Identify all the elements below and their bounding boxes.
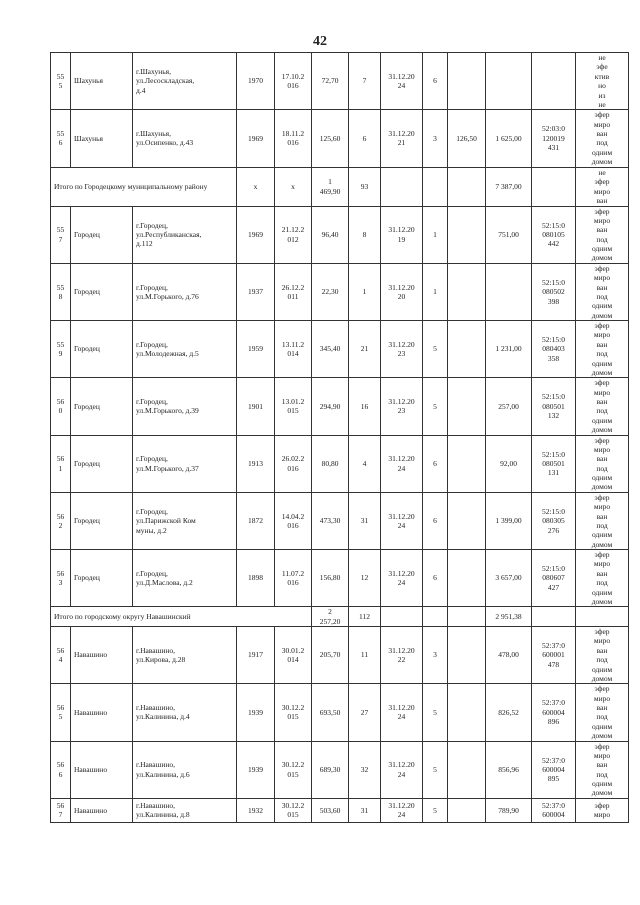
- note-cell: эфер миро ван под одним домом: [576, 684, 629, 741]
- area-cell: 156,80: [312, 550, 349, 607]
- table-row: [51, 550, 629, 607]
- table-row: [51, 627, 629, 684]
- sum-a-cell: [448, 550, 486, 607]
- year-cell: 1970: [237, 53, 275, 110]
- row-number: 56 1: [51, 435, 71, 492]
- residents-cell: 1: [349, 263, 381, 320]
- date-cell: 17.10.2 016: [275, 53, 312, 110]
- year-cell: 1939: [237, 684, 275, 741]
- deadline-cell: 31.12.20 24: [381, 684, 423, 741]
- empty-cell: [448, 167, 486, 206]
- code-cell: 6: [423, 435, 448, 492]
- cadastral-cell: 52:15:0 080501 132: [532, 378, 576, 435]
- year-cell: 1917: [237, 627, 275, 684]
- address-cell: г.Навашино, ул.Калинина, д.4: [133, 684, 237, 741]
- area-cell: 294,90: [312, 378, 349, 435]
- row-number: 56 6: [51, 741, 71, 798]
- row-number: 55 8: [51, 263, 71, 320]
- locality-cell: Городец: [71, 321, 133, 378]
- locality-cell: Городец: [71, 206, 133, 263]
- date-cell: 30.12.2 015: [275, 741, 312, 798]
- cadastral-cell: 52:15:0 080502 398: [532, 263, 576, 320]
- code-cell: 5: [423, 741, 448, 798]
- note-cell: эфер миро ван под одним домом: [576, 263, 629, 320]
- address-cell: г.Городец, ул.М.Горького, д.37: [133, 435, 237, 492]
- area-cell: 72,70: [312, 53, 349, 110]
- row-number: 56 2: [51, 492, 71, 549]
- address-cell: г.Городец, ул.Парижской Ком муны, д.2: [133, 492, 237, 549]
- deadline-cell: 31.12.20 24: [381, 53, 423, 110]
- row-number: 56 4: [51, 627, 71, 684]
- deadline-cell: 31.12.20 20: [381, 263, 423, 320]
- date-cell: 13.01.2 015: [275, 378, 312, 435]
- residents-cell: 12: [349, 550, 381, 607]
- empty-cell: [532, 607, 576, 627]
- total-sum-cell: 7 387,00: [486, 167, 532, 206]
- residents-cell: 7: [349, 53, 381, 110]
- row-number: 55 7: [51, 206, 71, 263]
- cadastral-cell: 52:15:0 080501 131: [532, 435, 576, 492]
- note-cell: эфер миро ван под одним домом: [576, 550, 629, 607]
- address-cell: г.Городец, ул.М.Горького, д.39: [133, 378, 237, 435]
- code-cell: 5: [423, 321, 448, 378]
- code-cell: 1: [423, 206, 448, 263]
- locality-cell: Городец: [71, 263, 133, 320]
- sum-b-cell: [486, 53, 532, 110]
- code-cell: 1: [423, 263, 448, 320]
- sum-b-cell: 92,00: [486, 435, 532, 492]
- date-cell: 26.12.2 011: [275, 263, 312, 320]
- deadline-cell: 31.12.20 24: [381, 435, 423, 492]
- sum-b-cell: 856,96: [486, 741, 532, 798]
- cadastral-cell: [532, 53, 576, 110]
- date-cell: 26.02.2 016: [275, 435, 312, 492]
- year-cell: 1959: [237, 321, 275, 378]
- area-cell: 689,30: [312, 741, 349, 798]
- note-cell: эфер миро ван под одним домом: [576, 492, 629, 549]
- address-cell: г.Городец, ул.Республиканская, д.112: [133, 206, 237, 263]
- year-cell: 1939: [237, 741, 275, 798]
- row-number: 56 7: [51, 798, 71, 822]
- total-row: [51, 607, 629, 627]
- row-number: 55 6: [51, 110, 71, 167]
- sum-a-cell: 126,50: [448, 110, 486, 167]
- locality-cell: Городец: [71, 378, 133, 435]
- deadline-cell: 31.12.20 23: [381, 321, 423, 378]
- locality-cell: Городец: [71, 435, 133, 492]
- locality-cell: Городец: [71, 492, 133, 549]
- sum-a-cell: [448, 263, 486, 320]
- address-cell: г.Шахунья, ул.Лесоскладская, д.4: [133, 53, 237, 110]
- total-label: Итого по городскому округу Навашинский: [51, 607, 312, 627]
- cadastral-cell: 52:15:0 080403 358: [532, 321, 576, 378]
- sum-a-cell: [448, 435, 486, 492]
- sum-b-cell: 789,90: [486, 798, 532, 822]
- note-cell: эфер миро ван под одним домом: [576, 627, 629, 684]
- year-cell: 1937: [237, 263, 275, 320]
- address-cell: г.Городец, ул.Д.Маслова, д.2: [133, 550, 237, 607]
- page-number: 42: [313, 34, 327, 49]
- date-cell: 14.04.2 016: [275, 492, 312, 549]
- locality-cell: Навашино: [71, 627, 133, 684]
- address-cell: г.Навашино, ул.Кирова, д.28: [133, 627, 237, 684]
- note-cell: эфер миро: [576, 798, 629, 822]
- date-cell: 30.12.2 015: [275, 798, 312, 822]
- total-sum-cell: 2 951,38: [486, 607, 532, 627]
- area-cell: 473,30: [312, 492, 349, 549]
- sum-b-cell: 478,00: [486, 627, 532, 684]
- note-cell: эфер миро ван под одним домом: [576, 321, 629, 378]
- total-note-cell: [576, 607, 629, 627]
- table-row: [51, 798, 629, 822]
- deadline-cell: 31.12.20 24: [381, 492, 423, 549]
- empty-cell: [423, 607, 448, 627]
- residents-cell: 31: [349, 492, 381, 549]
- code-cell: 6: [423, 492, 448, 549]
- area-cell: 345,40: [312, 321, 349, 378]
- total-x-cell: х: [275, 167, 312, 206]
- residents-cell: 16: [349, 378, 381, 435]
- area-cell: 80,80: [312, 435, 349, 492]
- total-area-cell: 1 469,90: [312, 167, 349, 206]
- row-number: 56 0: [51, 378, 71, 435]
- date-cell: 11.07.2 016: [275, 550, 312, 607]
- sum-a-cell: [448, 684, 486, 741]
- code-cell: 6: [423, 53, 448, 110]
- note-cell: не эфе ктив но из не: [576, 53, 629, 110]
- residents-cell: 32: [349, 741, 381, 798]
- deadline-cell: 31.12.20 24: [381, 798, 423, 822]
- note-cell: эфер миро ван под одним домом: [576, 110, 629, 167]
- sum-a-cell: [448, 492, 486, 549]
- deadline-cell: 31.12.20 24: [381, 741, 423, 798]
- locality-cell: Навашино: [71, 798, 133, 822]
- locality-cell: Шахунья: [71, 110, 133, 167]
- note-cell: эфер миро ван под одним домом: [576, 206, 629, 263]
- sum-a-cell: [448, 798, 486, 822]
- cadastral-cell: 52:15:0 080607 427: [532, 550, 576, 607]
- table-row: [51, 492, 629, 549]
- area-cell: 503,60: [312, 798, 349, 822]
- row-number: 56 3: [51, 550, 71, 607]
- total-residents-cell: 112: [349, 607, 381, 627]
- code-cell: 6: [423, 550, 448, 607]
- housing-register-table: [50, 52, 629, 823]
- table-row: [51, 110, 629, 167]
- cadastral-cell: 52:37:0 600004: [532, 798, 576, 822]
- total-note-cell: не эфер миро ван: [576, 167, 629, 206]
- locality-cell: Шахунья: [71, 53, 133, 110]
- sum-a-cell: [448, 627, 486, 684]
- date-cell: 21.12.2 012: [275, 206, 312, 263]
- area-cell: 125,60: [312, 110, 349, 167]
- table-row: [51, 684, 629, 741]
- row-number: 56 5: [51, 684, 71, 741]
- sum-a-cell: [448, 378, 486, 435]
- address-cell: г.Навашино, ул.Калинина, д.8: [133, 798, 237, 822]
- address-cell: г.Городец, ул.Молодежная, д.5: [133, 321, 237, 378]
- note-cell: эфер миро ван под одним домом: [576, 435, 629, 492]
- date-cell: 30.12.2 015: [275, 684, 312, 741]
- cadastral-cell: 52:15:0 080105 442: [532, 206, 576, 263]
- year-cell: 1932: [237, 798, 275, 822]
- table-row: [51, 263, 629, 320]
- cadastral-cell: 52:15:0 080305 276: [532, 492, 576, 549]
- date-cell: 13.11.2 014: [275, 321, 312, 378]
- empty-cell: [381, 607, 423, 627]
- empty-cell: [448, 607, 486, 627]
- sum-b-cell: 826,52: [486, 684, 532, 741]
- code-cell: 5: [423, 798, 448, 822]
- row-number: 55 5: [51, 53, 71, 110]
- table-row: [51, 741, 629, 798]
- residents-cell: 21: [349, 321, 381, 378]
- area-cell: 693,50: [312, 684, 349, 741]
- note-cell: эфер миро ван под одним домом: [576, 741, 629, 798]
- sum-b-cell: 1 625,00: [486, 110, 532, 167]
- note-cell: эфер миро ван под одним домом: [576, 378, 629, 435]
- sum-b-cell: 1 399,00: [486, 492, 532, 549]
- sum-a-cell: [448, 741, 486, 798]
- area-cell: 205,70: [312, 627, 349, 684]
- residents-cell: 11: [349, 627, 381, 684]
- sum-a-cell: [448, 321, 486, 378]
- total-residents-cell: 93: [349, 167, 381, 206]
- residents-cell: 6: [349, 110, 381, 167]
- cadastral-cell: 52:37:0 600004 896: [532, 684, 576, 741]
- cadastral-cell: 52:37:0 600001 478: [532, 627, 576, 684]
- year-cell: 1969: [237, 110, 275, 167]
- table-row: [51, 378, 629, 435]
- deadline-cell: 31.12.20 19: [381, 206, 423, 263]
- residents-cell: 4: [349, 435, 381, 492]
- year-cell: 1901: [237, 378, 275, 435]
- row-number: 55 9: [51, 321, 71, 378]
- total-x-cell: х: [237, 167, 275, 206]
- code-cell: 3: [423, 627, 448, 684]
- address-cell: г.Городец, ул.М.Горького, д.76: [133, 263, 237, 320]
- deadline-cell: 31.12.20 22: [381, 627, 423, 684]
- year-cell: 1898: [237, 550, 275, 607]
- empty-cell: [423, 167, 448, 206]
- table-row: [51, 435, 629, 492]
- table-row: [51, 53, 629, 110]
- residents-cell: 8: [349, 206, 381, 263]
- date-cell: 18.11.2 016: [275, 110, 312, 167]
- total-row: [51, 167, 629, 206]
- empty-cell: [532, 167, 576, 206]
- code-cell: 5: [423, 684, 448, 741]
- year-cell: 1913: [237, 435, 275, 492]
- residents-cell: 27: [349, 684, 381, 741]
- sum-b-cell: 257,00: [486, 378, 532, 435]
- sum-b-cell: 751,00: [486, 206, 532, 263]
- year-cell: 1969: [237, 206, 275, 263]
- cadastral-cell: 52:03:0 120019 431: [532, 110, 576, 167]
- area-cell: 96,40: [312, 206, 349, 263]
- sum-a-cell: [448, 53, 486, 110]
- address-cell: г.Навашино, ул.Калинина, д.6: [133, 741, 237, 798]
- table-row: [51, 321, 629, 378]
- locality-cell: Навашино: [71, 741, 133, 798]
- sum-b-cell: 1 231,00: [486, 321, 532, 378]
- code-cell: 5: [423, 378, 448, 435]
- date-cell: 30.01.2 014: [275, 627, 312, 684]
- sum-b-cell: 3 657,00: [486, 550, 532, 607]
- table-row: [51, 206, 629, 263]
- deadline-cell: 31.12.20 23: [381, 378, 423, 435]
- sum-a-cell: [448, 206, 486, 263]
- cadastral-cell: 52:37:0 600004 895: [532, 741, 576, 798]
- deadline-cell: 31.12.20 24: [381, 550, 423, 607]
- empty-cell: [381, 167, 423, 206]
- total-label: Итого по Городецкому муниципальному району: [51, 167, 237, 206]
- total-area-cell: 2 257,20: [312, 607, 349, 627]
- locality-cell: Навашино: [71, 684, 133, 741]
- locality-cell: Городец: [71, 550, 133, 607]
- sum-b-cell: [486, 263, 532, 320]
- residents-cell: 31: [349, 798, 381, 822]
- deadline-cell: 31.12.20 21: [381, 110, 423, 167]
- address-cell: г.Шахунья, ул.Осипенко, д.43: [133, 110, 237, 167]
- code-cell: 3: [423, 110, 448, 167]
- area-cell: 22,30: [312, 263, 349, 320]
- year-cell: 1872: [237, 492, 275, 549]
